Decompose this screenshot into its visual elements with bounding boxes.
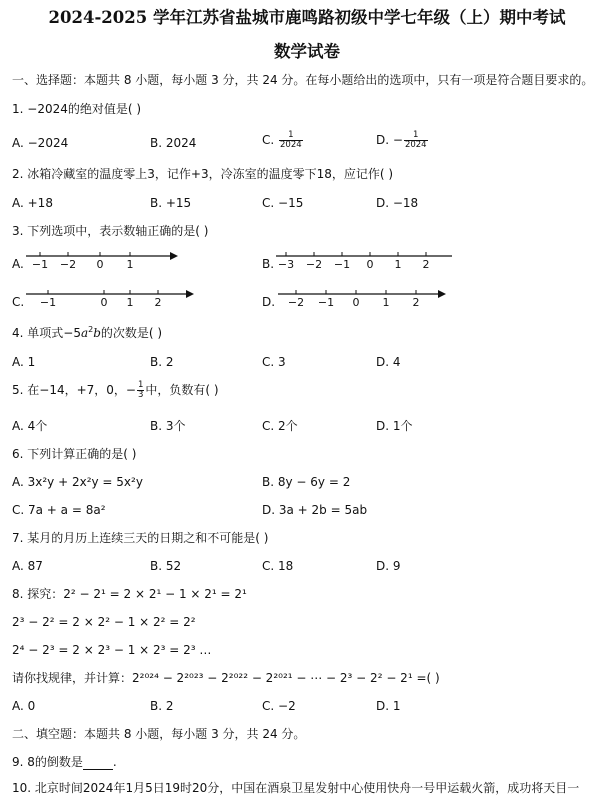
exam-subtitle: 数学试卷: [274, 42, 340, 61]
question-5-stem: [12, 381, 219, 400]
question-9-stem: [12, 754, 117, 770]
q8-option-c: C. −2: [262, 699, 296, 713]
q5-numerator: 1: [137, 380, 144, 390]
q4-option-d: D. 4: [376, 355, 401, 369]
q1-d-denominator: 2024: [404, 140, 427, 150]
q6-option-b: B. 8y − 6y = 2: [262, 475, 351, 489]
q6-option-c: C. 7a + a = 8a²: [12, 503, 106, 517]
q8-option-b: B. 2: [150, 699, 174, 713]
q3-d-tick: 1: [382, 296, 390, 309]
section-2-heading: 二、填空题：本题共 8 小题，每小题 3 分，共 24 分。: [12, 727, 306, 741]
question-6-stem: 6. 下列计算正确的是( ): [12, 447, 137, 461]
q3-c-tick: 2: [154, 296, 162, 309]
q1-option-c-prefix: C.: [262, 133, 279, 147]
q1-option-d-fraction: [404, 131, 428, 150]
q5-option-b: B. 3个: [150, 419, 186, 433]
question-8-line-3: 2⁴ − 2³ = 2 × 2³ − 1 × 2³ = 2³ …: [12, 643, 212, 657]
section-1-heading: 一、选择题：本题共 8 小题，每小题 3 分，共 24 分。在每小题给出的选项中，只有一项是符合题目要求的。: [12, 73, 594, 87]
q1-option-a: A. −2024: [12, 136, 69, 150]
q1-c-denominator: 2024: [280, 140, 302, 150]
q9-prefix: 9. 8的倒数是: [12, 755, 83, 769]
q5-option-c: C. 2个: [262, 419, 298, 433]
q3-d-tick: −1: [317, 296, 335, 309]
q6-option-a: A. 3x²y + 2x²y = 5x²y: [12, 475, 143, 489]
question-8-line-2: 2³ − 2² = 2 × 2² − 1 × 2² = 2²: [12, 615, 196, 629]
q6-option-d: D. 3a + 2b = 5ab: [262, 503, 368, 517]
q4-stem-prefix: 4. 单项式: [12, 326, 64, 340]
q3-c-tick: 0: [100, 296, 108, 309]
question-10-stem: 10. 北京时间2024年1月5日19时20分，中国在酒泉卫星发射中心使用快舟一号甲运载火箭，成功将天目一: [12, 781, 580, 795]
q3-c-tick: 1: [126, 296, 134, 309]
question-7-stem: 7. 某月的月历上连续三天的日期之和不可能是( ): [12, 531, 269, 545]
q3-c-tick: −1: [39, 296, 57, 309]
question-3-stem: 3. 下列选项中，表示数轴正确的是( ): [12, 224, 209, 238]
q4-stem-suffix: 的次数是( ): [100, 326, 163, 340]
q5-stem-prefix: 5. 在−14，+7，0，−: [12, 383, 136, 397]
q4-option-c: C. 3: [262, 355, 286, 369]
q3-b-tick: −3: [277, 258, 295, 271]
q3-option-c-label: C.: [12, 295, 25, 309]
q4-coefficient: −5: [63, 326, 81, 340]
q9-suffix: .: [112, 755, 117, 769]
q1-option-d: [376, 131, 429, 150]
q7-option-d: D. 9: [376, 559, 401, 573]
exam-title: 2024-2025 学年江苏省盐城市鹿鸣路初级中学七年级（上）期中考试: [48, 8, 566, 27]
q7-option-b: B. 52: [150, 559, 182, 573]
q3-a-tick: 0: [96, 258, 104, 271]
q3-a-tick: 1: [126, 258, 134, 271]
q3-a-tick: −1: [31, 258, 49, 271]
q8-option-d: D. 1: [376, 699, 401, 713]
q3-a-tick: −2: [59, 258, 77, 271]
q3-option-b-label: B.: [262, 257, 275, 271]
q3-b-tick: −1: [333, 258, 351, 271]
q1-option-c: [262, 131, 304, 150]
q7-option-a: A. 87: [12, 559, 43, 573]
q5-denominator: 3: [137, 390, 144, 400]
q3-b-tick: −2: [305, 258, 323, 271]
q2-option-c: C. −15: [262, 196, 304, 210]
question-4-stem: [12, 325, 162, 341]
q1-c-numerator: 1: [279, 131, 303, 141]
q4-variable-a: a: [80, 326, 89, 340]
q5-option-a: A. 4个: [12, 419, 48, 433]
q5-stem-suffix: 中，负数有( ): [145, 383, 219, 397]
q9-answer-blank: [83, 757, 113, 770]
q3-option-a-label: A.: [12, 257, 24, 271]
question-8-line-4: 请你找规律，并计算：2²⁰²⁴ − 2²⁰²³ − 2²⁰²² − 2²⁰²¹ − ⋯ − 2³ − 2² − 2¹ =( ): [12, 671, 440, 685]
q4-option-a: A. 1: [12, 355, 36, 369]
q5-option-d: D. 1个: [376, 419, 413, 433]
q3-b-tick: 2: [422, 258, 430, 271]
q7-option-c: C. 18: [262, 559, 294, 573]
q3-option-d-label: D.: [262, 295, 276, 309]
q5-fraction: [137, 381, 144, 400]
question-8-line-1: 8. 探究：2² − 2¹ = 2 × 2¹ − 1 × 2¹ = 2¹: [12, 587, 247, 601]
q3-b-tick: 1: [394, 258, 402, 271]
q3-d-tick: 2: [412, 296, 420, 309]
question-2-stem: 2. 冰箱冷藏室的温度零上3，记作+3，冷冻室的温度零下18，应记作( ): [12, 167, 394, 181]
q4-variable-b: b: [93, 326, 101, 340]
q2-option-a: A. +18: [12, 196, 53, 210]
q2-option-b: B. +15: [150, 196, 192, 210]
q1-option-c-fraction: [279, 131, 303, 150]
q1-d-numerator: 1: [404, 131, 428, 141]
q3-d-tick: −2: [287, 296, 305, 309]
q8-option-a: A. 0: [12, 699, 36, 713]
q3-d-tick: 0: [352, 296, 360, 309]
q1-option-d-prefix: D. −: [376, 133, 403, 147]
q4-exponent: 2: [88, 325, 94, 334]
q2-option-d: D. −18: [376, 196, 419, 210]
q1-option-b: B. 2024: [150, 136, 197, 150]
question-1-stem: 1. −2024的绝对值是( ): [12, 102, 142, 116]
q4-option-b: B. 2: [150, 355, 174, 369]
q3-b-tick: 0: [366, 258, 374, 271]
